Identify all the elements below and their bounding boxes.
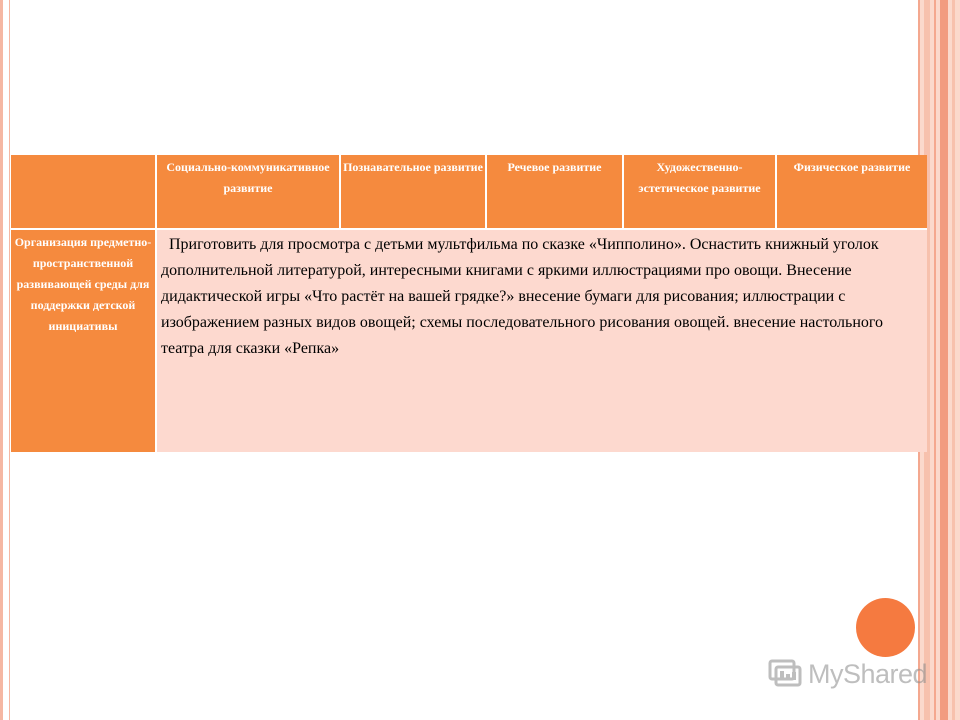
presentation-icon <box>768 659 802 689</box>
decorative-circle <box>856 598 915 657</box>
row-label-cell: Организация предметно-пространственной развивающей среды для поддержки детской инициативы <box>11 229 156 452</box>
watermark-logo <box>768 657 927 691</box>
watermark-text: MyShared <box>808 658 928 689</box>
header-cell-physical: Физическое развитие <box>776 155 927 229</box>
header-cell-cognitive: Познавательное развитие <box>340 155 486 229</box>
development-table <box>11 155 927 452</box>
table-row <box>11 229 927 452</box>
frame-left-inner <box>9 0 10 720</box>
header-cell-social: Социально-коммуникативное развитие <box>156 155 340 229</box>
header-cell-speech: Речевое развитие <box>486 155 623 229</box>
row-content-cell: Приготовить для просмотра с детьми мультфильма по сказке «Чипполино». Оснастить книжный уголок дополнительной литературой, интересными книгами с яркими иллюстрациями про овощи. Внесение дидактической игры «Что растёт на вашей грядке?» внесение бумаги для рисования; иллюстрации с изображением разных видов овощей; схемы последовательного рисования овощей. внесение настольного театра для сказки «Репка» <box>156 229 927 452</box>
header-cell-empty <box>11 155 156 229</box>
header-cell-artistic: Художественно-эстетическое развитие <box>623 155 776 229</box>
table-header-row <box>11 155 927 229</box>
frame-left-outer <box>0 0 3 720</box>
